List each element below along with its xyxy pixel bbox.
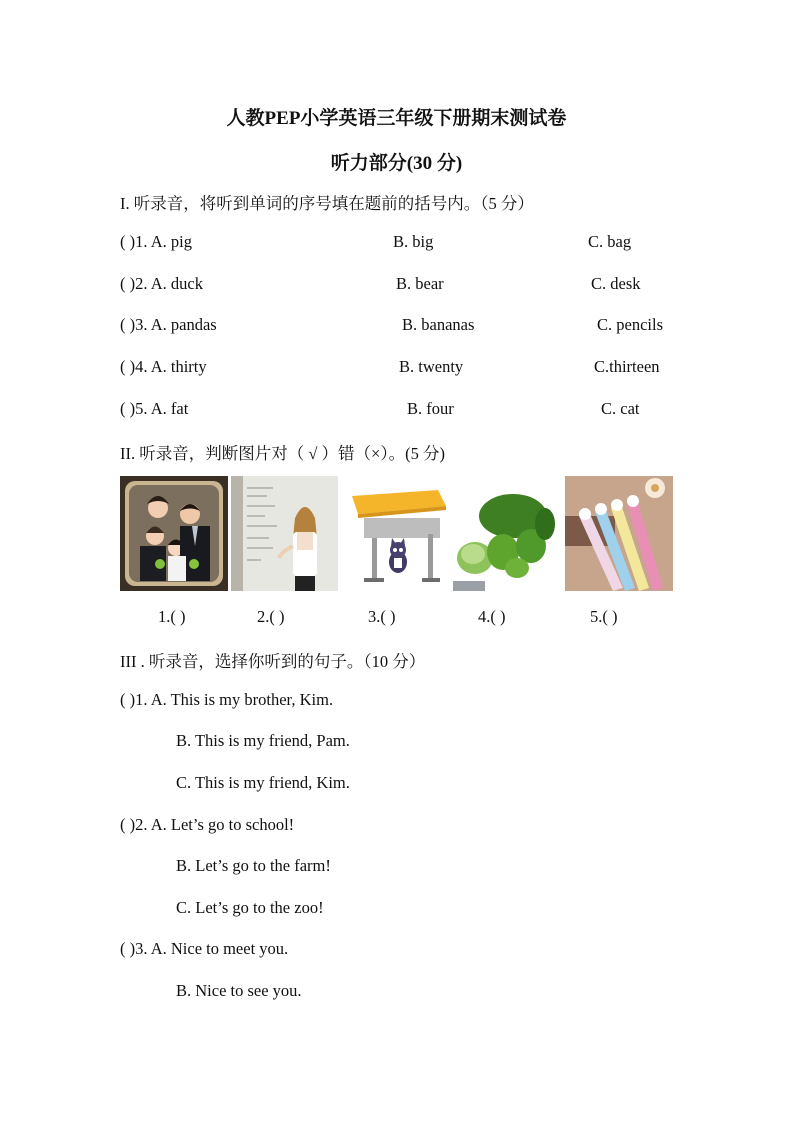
question-1-b: B. big [393, 232, 434, 251]
picture-answer-2: 2.( ) [257, 607, 285, 626]
part1-heading: I. 听录音，将听到单词的序号填在题前的括号内。（5 分） [120, 194, 534, 213]
section-title: 听力部分(30 分) [330, 153, 463, 174]
part3-q1-option-b: B. This is my friend, Pam. [176, 731, 350, 750]
teacher-at-whiteboard [231, 476, 338, 591]
question-2-a: ( )2. A. duck [120, 274, 203, 293]
question-3-c: C. pencils [597, 315, 663, 334]
picture-answer-5: 5.( ) [590, 607, 618, 626]
question-5-c: C. cat [601, 399, 640, 418]
rulers [565, 476, 673, 591]
question-1-c: C. bag [588, 232, 632, 251]
family-photo [120, 476, 228, 591]
picture-answer-1: 1.( ) [158, 607, 186, 626]
part3-q2-option-b: B. Let’s go to the farm! [176, 856, 331, 875]
part2-heading: II. 听录音，判断图片对（ √ ）错（×）。(5 分) [120, 444, 445, 463]
picture-answer-3: 3.( ) [368, 607, 396, 626]
part3-q2-option-c: C. Let’s go to the zoo! [176, 898, 324, 917]
question-3-a: ( )3. A. pandas [120, 315, 217, 334]
question-3-b: B. bananas [402, 315, 475, 334]
question-2-b: B. bear [396, 274, 444, 293]
page-title: 人教PEP小学英语三年级下册期末测试卷 [226, 108, 567, 129]
question-4-a: ( )4. A. thirty [120, 357, 207, 376]
question-2-c: C. desk [591, 274, 641, 293]
question-5-b: B. four [407, 399, 454, 418]
question-4-c: C.thirteen [594, 357, 660, 376]
school-desk-with-cat [342, 476, 450, 591]
part3-q1-option-c: C. This is my friend, Kim. [176, 773, 350, 792]
question-5-a: ( )5. A. fat [120, 399, 189, 418]
part3-q3-option-b: B. Nice to see you. [176, 981, 302, 1000]
part3-heading: III . 听录音，选择你听到的句子。（10 分） [120, 652, 426, 671]
question-4-b: B. twenty [399, 357, 464, 376]
part3-q3-option-a: ( )3. A. Nice to meet you. [120, 939, 289, 958]
picture-answer-4: 4.( ) [478, 607, 506, 626]
part3-q2-option-a: ( )2. A. Let’s go to school! [120, 815, 295, 834]
part3-q1-option-a: ( )1. A. This is my brother, Kim. [120, 690, 334, 709]
question-1-a: ( )1. A. pig [120, 232, 192, 251]
green-vegetables [453, 476, 561, 591]
